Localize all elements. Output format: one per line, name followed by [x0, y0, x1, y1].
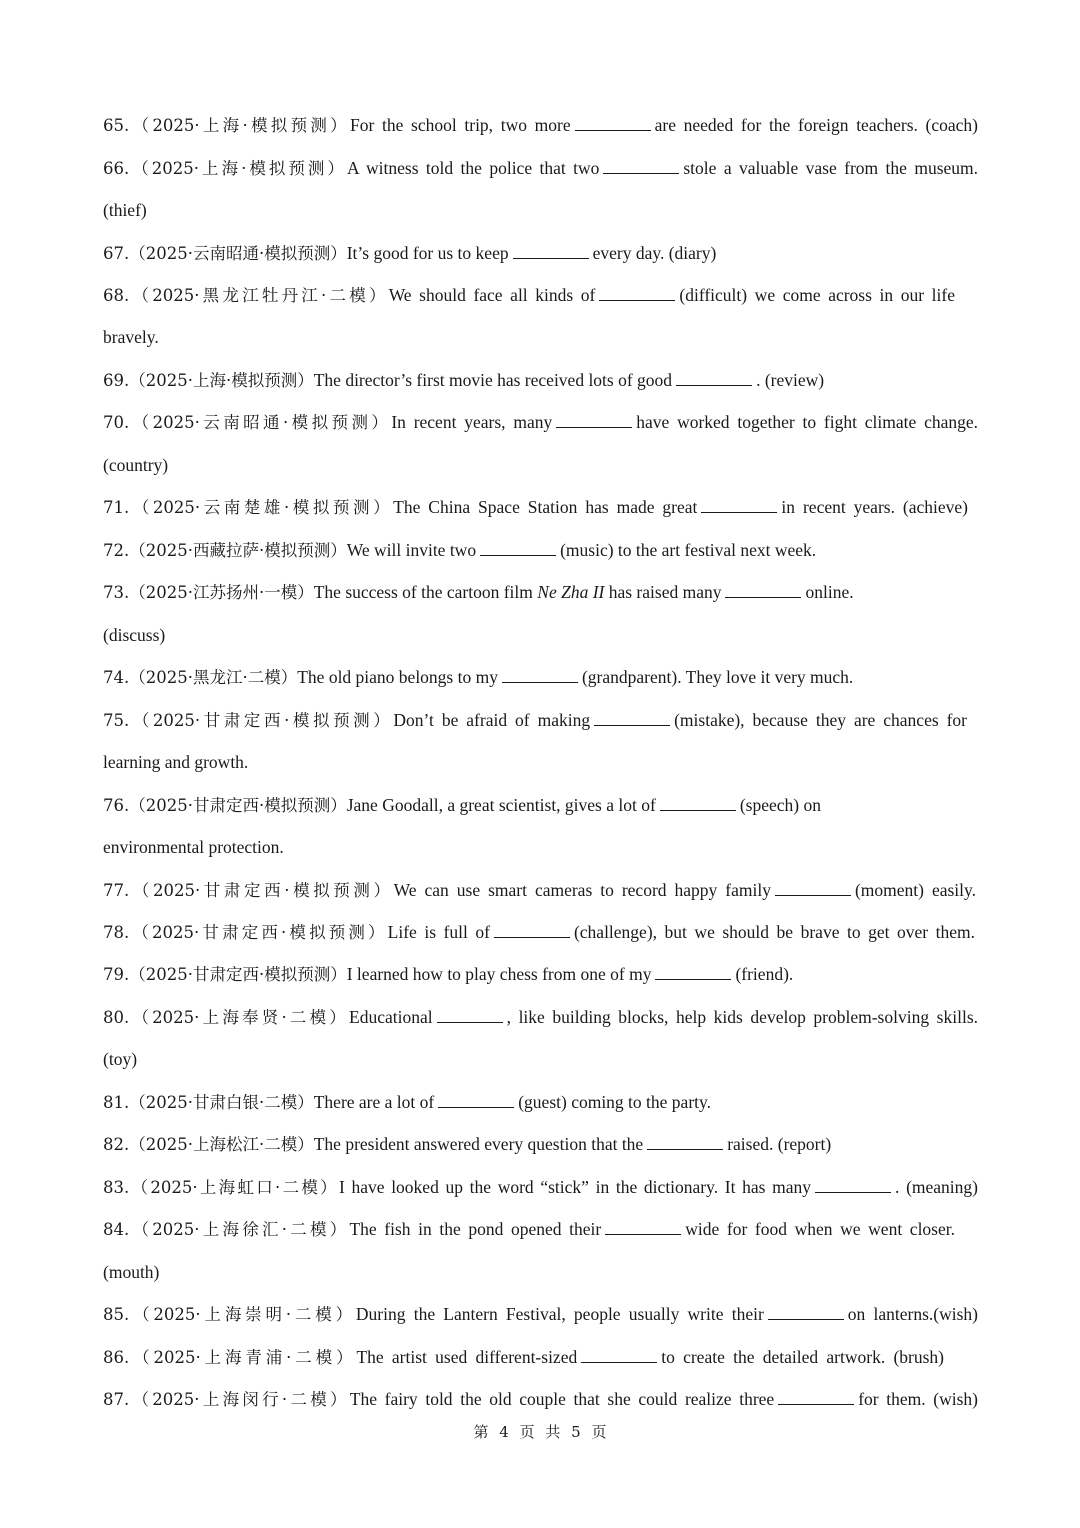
question-85: 85.（2025·上海崇明·二模）During the Lantern Festival, people usually write their on lanterns.(wish): [103, 1304, 978, 1324]
answer-blank[interactable]: [655, 965, 731, 980]
answer-blank[interactable]: [660, 796, 736, 811]
answer-blank[interactable]: [603, 159, 679, 174]
answer-blank[interactable]: [502, 668, 578, 683]
question-84-continuation: (mouth): [103, 1262, 160, 1282]
question-71: 71.（2025·云南楚雄·模拟预测）The China Space Station has made great in recent years. (achieve): [103, 497, 968, 517]
answer-blank[interactable]: [556, 413, 632, 428]
question-78: 78.（2025·甘肃定西·模拟预测）Life is full of (challenge), but we should be brave to get over them.: [103, 922, 976, 942]
page-footer: 第 4 页 共 5 页: [473, 1423, 607, 1441]
question-75: 75.（2025·甘肃定西·模拟预测）Don’t be afraid of making (mistake), because they are chances for: [103, 710, 968, 730]
question-69: 69.（2025·上海·模拟预测）The director’s first movie has received lots of good . (review): [103, 370, 825, 390]
question-77: 77.（2025·甘肃定西·模拟预测）We can use smart cameras to record happy family (moment) easily.: [103, 880, 977, 900]
question-68: 68.（2025·黑龙江牡丹江·二模）We should face all kinds of (difficult) we come across in our life: [103, 285, 955, 305]
answer-blank[interactable]: [438, 1093, 514, 1108]
question-67: 67.（2025·云南昭通·模拟预测）It’s good for us to keep every day. (diary): [103, 243, 717, 263]
answer-blank[interactable]: [581, 1348, 657, 1363]
question-66: 66.（2025·上海·模拟预测）A witness told the police that two stole a valuable vase from the museum.: [103, 158, 979, 178]
answer-blank[interactable]: [701, 498, 777, 513]
answer-blank[interactable]: [513, 244, 589, 259]
question-80: 80.（2025·上海奉贤·二模）Educational , like building blocks, help kids develop problem-solving skills.: [103, 1007, 979, 1027]
answer-blank[interactable]: [778, 1390, 854, 1405]
answer-blank[interactable]: [575, 116, 651, 131]
question-66-continuation: (thief): [103, 200, 147, 220]
answer-blank[interactable]: [437, 1008, 503, 1023]
question-83: 83.（2025·上海虹口·二模）I have looked up the word “stick” in the dictionary. It has many . (meaning): [103, 1177, 978, 1197]
answer-blank[interactable]: [725, 583, 801, 598]
question-73: 73.（2025·江苏扬州·一模）The success of the cartoon film Ne Zha II has raised many online.: [103, 582, 854, 602]
question-81: 81.（2025·甘肃白银·二模）There are a lot of (guest) coming to the party.: [103, 1092, 711, 1112]
question-75-continuation: learning and growth.: [103, 752, 249, 772]
answer-blank[interactable]: [768, 1305, 844, 1320]
question-79: 79.（2025·甘肃定西·模拟预测）I learned how to play chess from one of my (friend).: [103, 964, 794, 984]
question-70-continuation: (country): [103, 455, 169, 475]
answer-blank[interactable]: [775, 881, 851, 896]
answer-blank[interactable]: [599, 286, 675, 301]
answer-blank[interactable]: [676, 371, 752, 386]
answer-blank[interactable]: [647, 1135, 723, 1150]
question-76-continuation: environmental protection.: [103, 837, 284, 857]
question-86: 86.（2025·上海青浦·二模）The artist used different-sized to create the detailed artwork. (brush): [103, 1347, 944, 1367]
question-76: 76.（2025·甘肃定西·模拟预测）Jane Goodall, a great scientist, gives a lot of (speech) on: [103, 795, 821, 815]
answer-blank[interactable]: [605, 1220, 681, 1235]
question-82: 82.（2025·上海松江·二模）The president answered every question that the raised. (report): [103, 1134, 832, 1154]
answer-blank[interactable]: [494, 923, 570, 938]
film-title: Ne Zha II: [537, 582, 605, 602]
question-72: 72.（2025·西藏拉萨·模拟预测）We will invite two (music) to the art festival next week.: [103, 540, 817, 560]
question-65: 65.（2025·上海·模拟预测）For the school trip, two more are needed for the foreign teachers. (coach): [103, 115, 979, 135]
answer-blank[interactable]: [480, 541, 556, 556]
question-68-continuation: bravely.: [103, 327, 159, 347]
question-87: 87.（2025·上海闵行·二模）The fairy told the old couple that she could realize three for them. (wish): [103, 1389, 978, 1409]
question-74: 74.（2025·黑龙江·二模）The old piano belongs to my (grandparent). They love it very much.: [103, 667, 854, 687]
question-73-continuation: (discuss): [103, 625, 166, 645]
question-70: 70.（2025·云南昭通·模拟预测）In recent years, many have worked together to fight climate change.: [103, 412, 979, 432]
answer-blank[interactable]: [815, 1178, 891, 1193]
question-80-continuation: (toy): [103, 1049, 138, 1069]
question-84: 84.（2025·上海徐汇·二模）The fish in the pond opened their wide for food when we went closer.: [103, 1219, 956, 1239]
answer-blank[interactable]: [594, 711, 670, 726]
